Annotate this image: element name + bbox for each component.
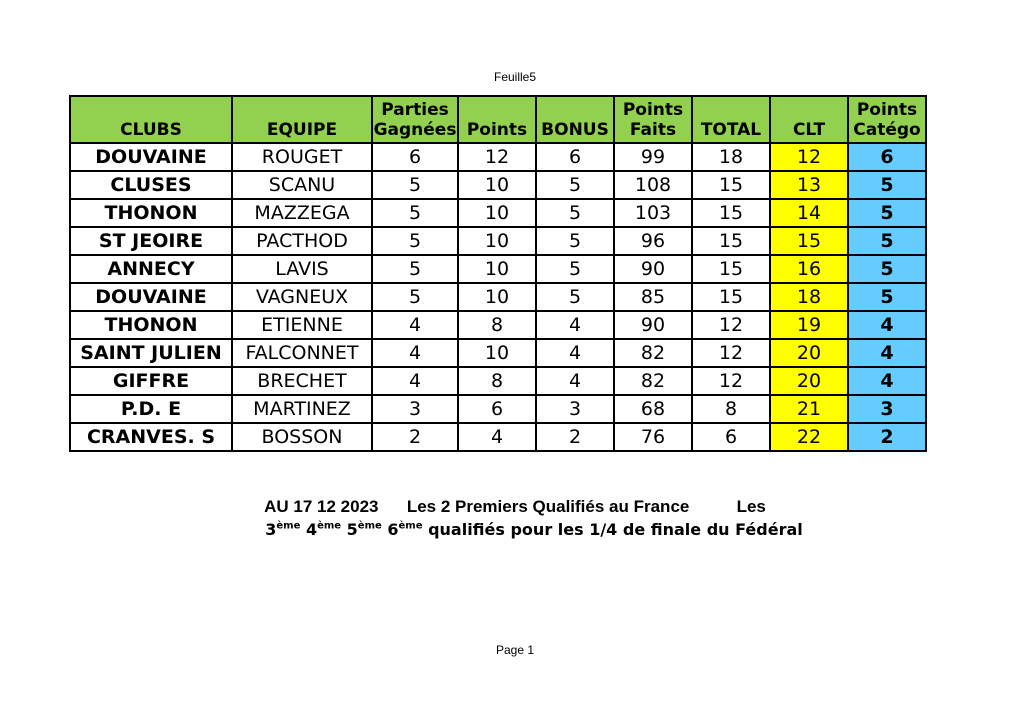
points-cell: 4 xyxy=(458,423,536,451)
bonus-cell: 5 xyxy=(536,171,614,199)
points-faits-cell: 82 xyxy=(614,339,692,367)
club-cell: P.D. E xyxy=(70,395,232,423)
points-faits-cell: 96 xyxy=(614,227,692,255)
points-cell: 10 xyxy=(458,339,536,367)
clt-cell: 22 xyxy=(770,423,848,451)
parties-cell: 5 xyxy=(372,199,458,227)
points-cell: 6 xyxy=(458,395,536,423)
points-catego-cell: 6 xyxy=(848,143,926,171)
rank-4-suffix: ème xyxy=(317,520,342,532)
points-cell: 10 xyxy=(458,171,536,199)
parties-cell: 5 xyxy=(372,283,458,311)
table-row xyxy=(70,227,926,255)
bonus-cell: 4 xyxy=(536,311,614,339)
points-catego-cell: 4 xyxy=(848,311,926,339)
parties-cell: 4 xyxy=(372,367,458,395)
header-clt: CLT xyxy=(770,96,848,143)
equipe-cell: LAVIS xyxy=(232,255,372,283)
parties-cell: 5 xyxy=(372,171,458,199)
points-faits-cell: 76 xyxy=(614,423,692,451)
table-row xyxy=(70,255,926,283)
header-catego-line2: Catégo xyxy=(853,120,921,140)
equipe-cell: MAZZEGA xyxy=(232,199,372,227)
club-cell: THONON xyxy=(70,311,232,339)
points-cell: 12 xyxy=(458,143,536,171)
clt-cell: 16 xyxy=(770,255,848,283)
equipe-cell: BRECHET xyxy=(232,367,372,395)
equipe-cell: ROUGET xyxy=(232,143,372,171)
federal-qualification-note xyxy=(0,520,1030,539)
points-catego-cell: 2 xyxy=(848,423,926,451)
points-catego-cell: 4 xyxy=(848,367,926,395)
rank-3: 3 xyxy=(265,520,277,539)
points-cell: 10 xyxy=(458,199,536,227)
total-cell: 15 xyxy=(692,283,770,311)
header-parties-gagnees xyxy=(372,96,458,143)
points-catego-cell: 3 xyxy=(848,395,926,423)
rank-5: 5 xyxy=(346,520,358,539)
points-faits-cell: 99 xyxy=(614,143,692,171)
qualification-note: AU 17 12 2023 Les 2 Premiers Qualifiés au France Les xyxy=(264,497,766,516)
clt-cell: 15 xyxy=(770,227,848,255)
header-catego-line1: Points xyxy=(856,100,918,120)
points-faits-cell: 82 xyxy=(614,367,692,395)
bonus-cell: 5 xyxy=(536,227,614,255)
clt-cell: 12 xyxy=(770,143,848,171)
table-row xyxy=(70,423,926,451)
points-catego-cell: 4 xyxy=(848,339,926,367)
total-cell: 12 xyxy=(692,311,770,339)
club-cell: GIFFRE xyxy=(70,367,232,395)
sheet-name: Feuille5 xyxy=(493,70,537,84)
club-cell: DOUVAINE xyxy=(70,143,232,171)
points-faits-cell: 90 xyxy=(614,255,692,283)
club-cell: THONON xyxy=(70,199,232,227)
points-cell: 8 xyxy=(458,367,536,395)
parties-cell: 3 xyxy=(372,395,458,423)
club-cell: CRANVES. S xyxy=(70,423,232,451)
header-points: Points xyxy=(458,96,536,143)
points-cell: 8 xyxy=(458,311,536,339)
points-catego-cell: 5 xyxy=(848,255,926,283)
points-faits-cell: 103 xyxy=(614,199,692,227)
equipe-cell: PACTHOD xyxy=(232,227,372,255)
clt-cell: 18 xyxy=(770,283,848,311)
points-faits-cell: 68 xyxy=(614,395,692,423)
points-faits-cell: 108 xyxy=(614,171,692,199)
table-row xyxy=(70,395,926,423)
total-cell: 12 xyxy=(692,339,770,367)
table-row xyxy=(70,199,926,227)
rank-6: 6 xyxy=(387,520,399,539)
equipe-cell: BOSSON xyxy=(232,423,372,451)
bonus-cell: 5 xyxy=(536,283,614,311)
parties-cell: 5 xyxy=(372,227,458,255)
parties-cell: 5 xyxy=(372,255,458,283)
header-total: TOTAL xyxy=(692,96,770,143)
total-cell: 15 xyxy=(692,255,770,283)
header-row xyxy=(70,96,926,143)
clt-cell: 13 xyxy=(770,171,848,199)
table-row xyxy=(70,367,926,395)
rank-5-suffix: ème xyxy=(357,520,382,532)
points-cell: 10 xyxy=(458,227,536,255)
total-cell: 18 xyxy=(692,143,770,171)
header-points-faits xyxy=(614,96,692,143)
equipe-cell: MARTINEZ xyxy=(232,395,372,423)
header-faits-line2: Faits xyxy=(629,120,677,140)
equipe-cell: FALCONNET xyxy=(232,339,372,367)
points-cell: 10 xyxy=(458,283,536,311)
clt-cell: 20 xyxy=(770,367,848,395)
rank-3-suffix: ème xyxy=(276,520,301,532)
points-catego-cell: 5 xyxy=(848,171,926,199)
total-cell: 6 xyxy=(692,423,770,451)
parties-cell: 6 xyxy=(372,143,458,171)
header-parties-line1: Parties xyxy=(381,100,449,120)
club-cell: DOUVAINE xyxy=(70,283,232,311)
equipe-cell: SCANU xyxy=(232,171,372,199)
equipe-cell: ETIENNE xyxy=(232,311,372,339)
total-cell: 15 xyxy=(692,227,770,255)
header-parties-line2: Gagnées xyxy=(373,120,457,140)
rank-4: 4 xyxy=(305,520,318,539)
points-faits-cell: 90 xyxy=(614,311,692,339)
page-footer: Page 1 xyxy=(495,643,535,657)
points-faits-cell: 85 xyxy=(614,283,692,311)
total-cell: 15 xyxy=(692,171,770,199)
table-row xyxy=(70,283,926,311)
total-cell: 12 xyxy=(692,367,770,395)
bonus-cell: 4 xyxy=(536,339,614,367)
header-points-catego xyxy=(848,96,926,143)
rank-6-suffix: ème xyxy=(398,520,423,532)
header-faits-line1: Points xyxy=(622,100,684,120)
bonus-cell: 3 xyxy=(536,395,614,423)
bonus-cell: 2 xyxy=(536,423,614,451)
federal-note-text: qualifiés pour les 1/4 de finale du Fédéral xyxy=(428,520,803,539)
header-bonus: BONUS xyxy=(536,96,614,143)
club-cell: SAINT JULIEN xyxy=(70,339,232,367)
table-row xyxy=(70,143,926,171)
bonus-cell: 4 xyxy=(536,367,614,395)
total-cell: 8 xyxy=(692,395,770,423)
parties-cell: 4 xyxy=(372,311,458,339)
clt-cell: 14 xyxy=(770,199,848,227)
clt-cell: 19 xyxy=(770,311,848,339)
club-cell: ANNECY xyxy=(70,255,232,283)
table-row xyxy=(70,171,926,199)
points-catego-cell: 5 xyxy=(848,227,926,255)
points-cell: 10 xyxy=(458,255,536,283)
parties-cell: 2 xyxy=(372,423,458,451)
bonus-cell: 5 xyxy=(536,255,614,283)
standings-table xyxy=(69,95,927,452)
clt-cell: 20 xyxy=(770,339,848,367)
equipe-cell: VAGNEUX xyxy=(232,283,372,311)
header-equipe: EQUIPE xyxy=(232,96,372,143)
club-cell: CLUSES xyxy=(70,171,232,199)
club-cell: ST JEOIRE xyxy=(70,227,232,255)
bonus-cell: 6 xyxy=(536,143,614,171)
table-row xyxy=(70,339,926,367)
total-cell: 15 xyxy=(692,199,770,227)
bonus-cell: 5 xyxy=(536,199,614,227)
points-catego-cell: 5 xyxy=(848,283,926,311)
header-clubs: CLUBS xyxy=(70,96,232,143)
points-catego-cell: 5 xyxy=(848,199,926,227)
clt-cell: 21 xyxy=(770,395,848,423)
parties-cell: 4 xyxy=(372,339,458,367)
table-row xyxy=(70,311,926,339)
